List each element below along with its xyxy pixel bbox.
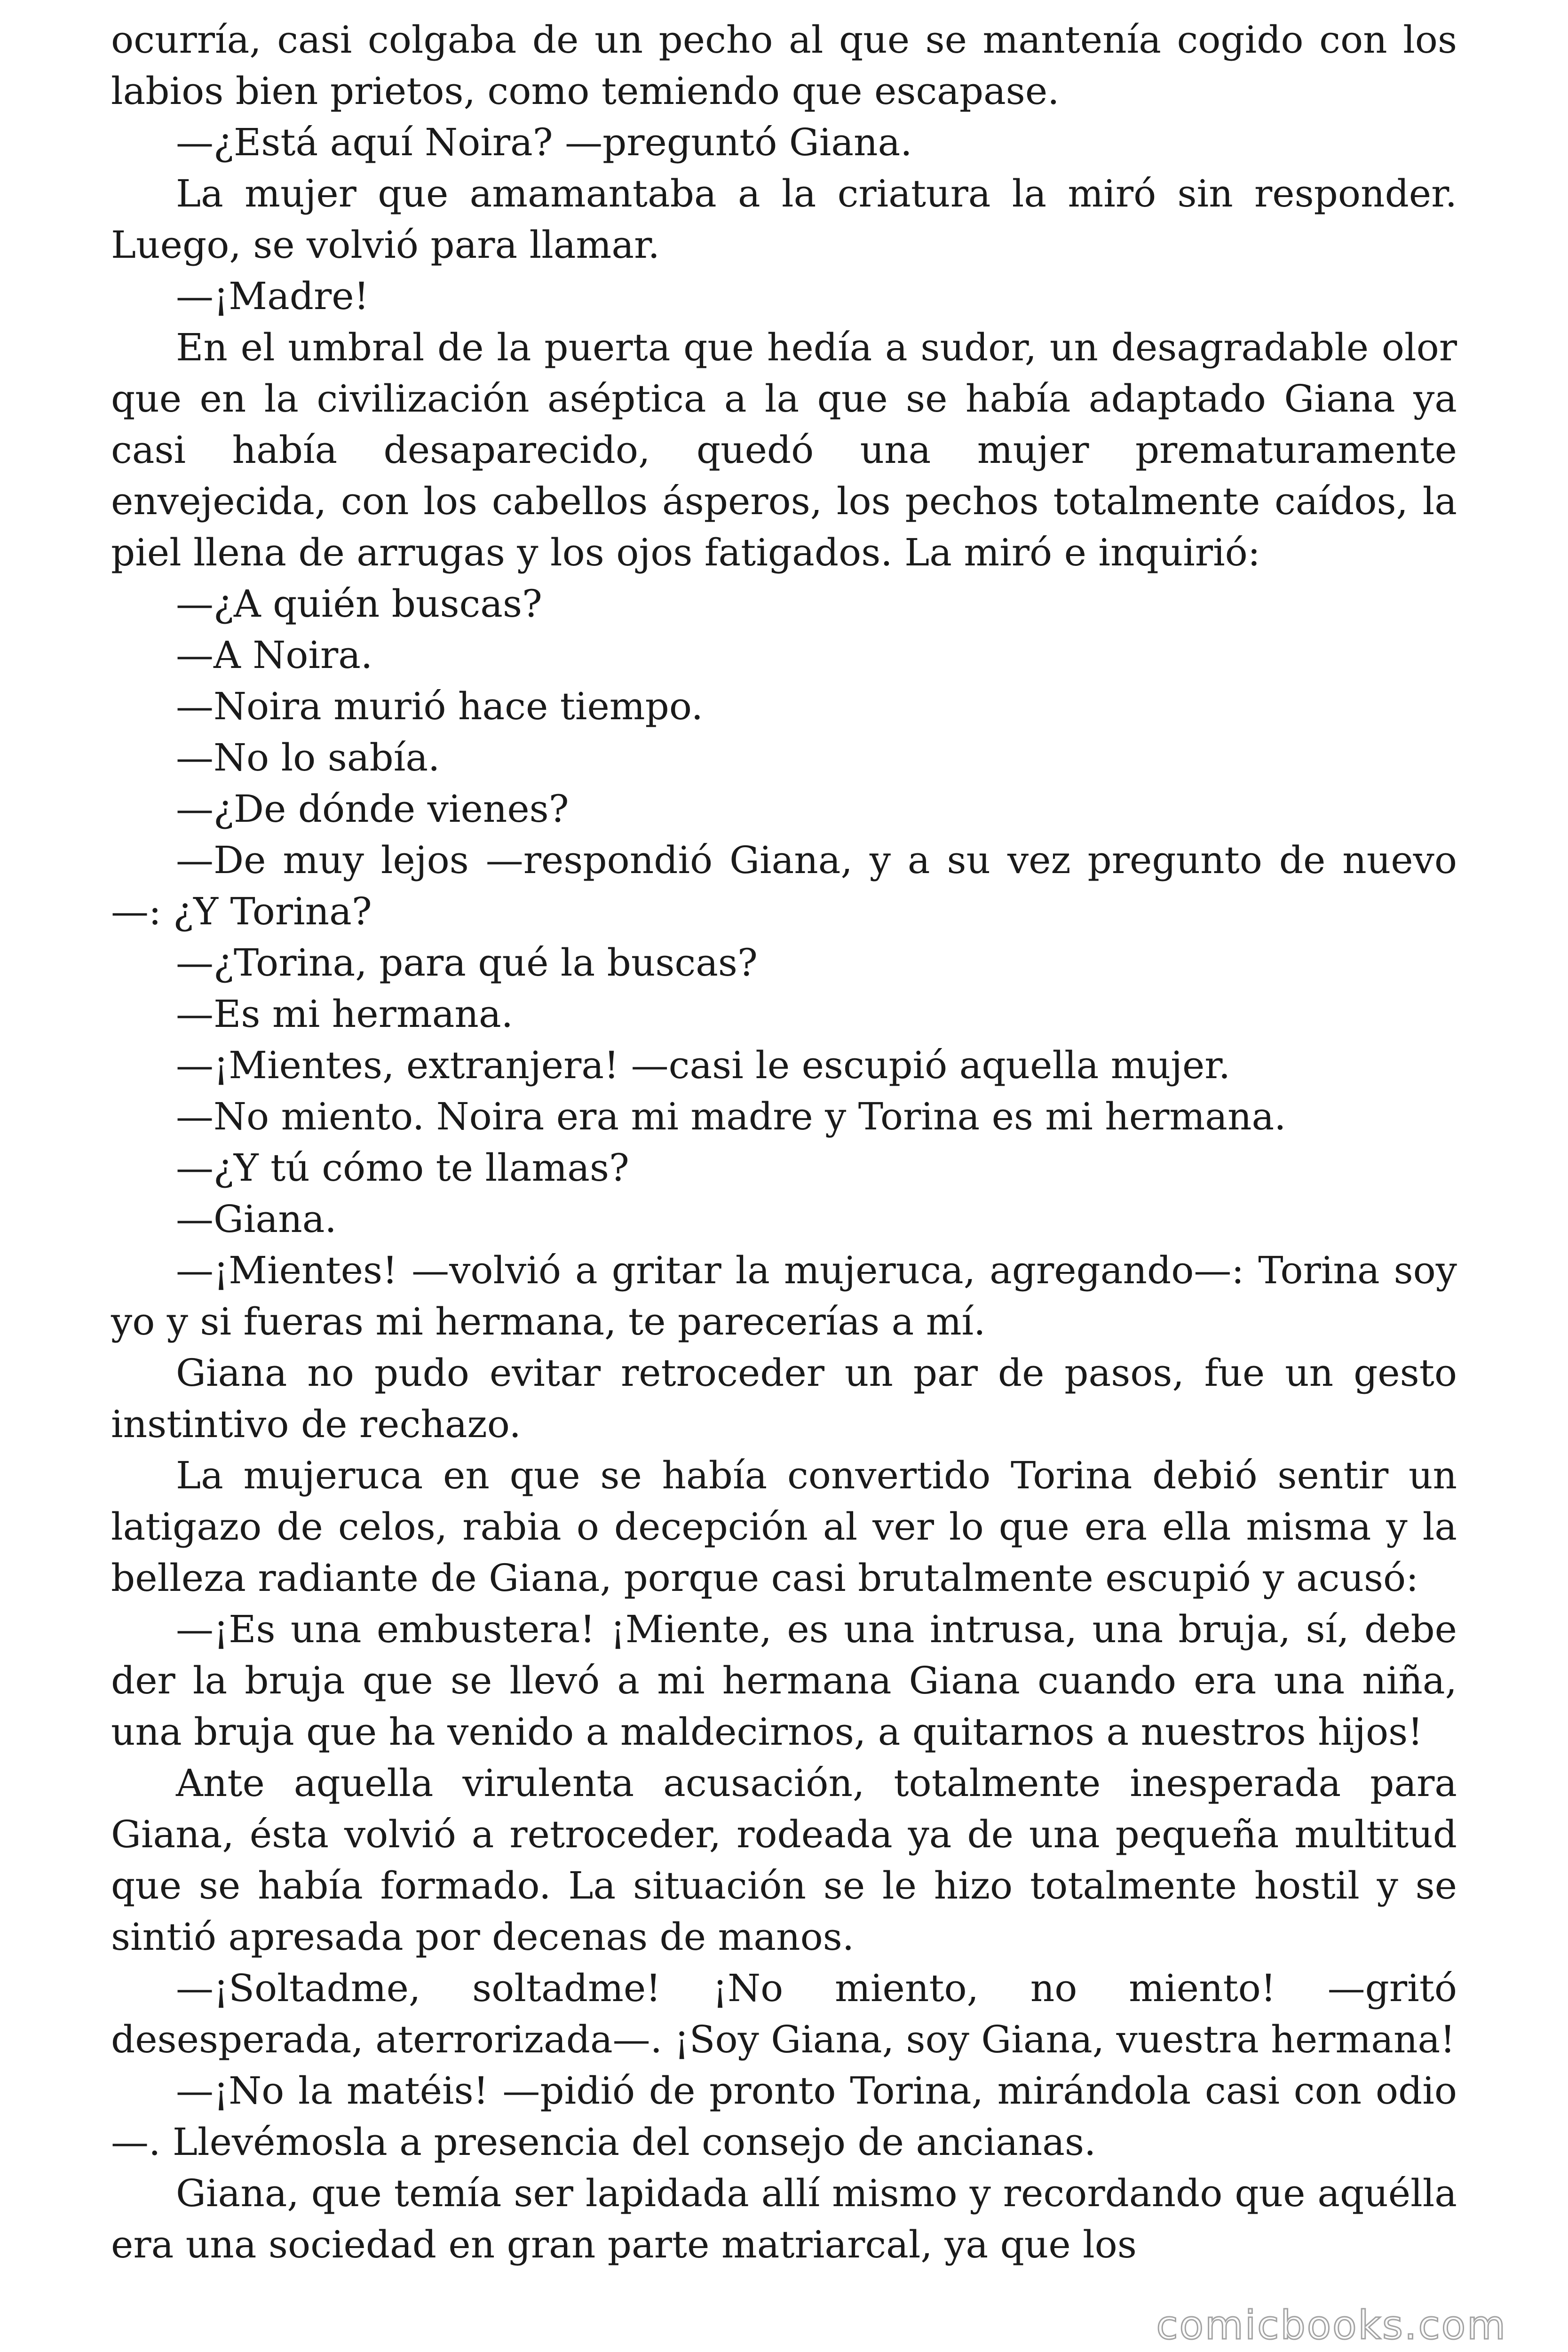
- paragraph: —¡Soltadme, soltadme! ¡No miento, no miento! —gritó desesperada, aterrorizada—. ¡Soy Giana, soy Giana, vuestra hermana!: [111, 1966, 1457, 2061]
- paragraph: —¡Es una embustera! ¡Miente, es una intrusa, una bruja, sí, debe der la bruja que se llevó a mi hermana Giana cuando era una niña, una bruja que ha venido a maldecirnos, a quitarnos a nuestros hijos!: [111, 1607, 1457, 1754]
- paragraph: —Es mi hermana.: [176, 992, 514, 1036]
- paragraph: La mujer que amamantaba a la criatura la miró sin responder. Luego, se volvió para llamar.: [111, 172, 1457, 267]
- paragraph: La mujeruca en que se había convertido Torina debió sentir un latigazo de celos, rabia o decepción al ver lo que era ella misma y la belleza radiante de Giana, porque casi brutalmente escupió y acusó:: [111, 1454, 1457, 1600]
- paragraph: —¿De dónde vienes?: [176, 787, 569, 831]
- book-page-text: [111, 14, 1457, 2270]
- paragraph: —De muy lejos —respondió Giana, y a su vez pregunto de nuevo —: ¿Y Torina?: [111, 838, 1457, 933]
- paragraph: —¿A quién buscas?: [176, 582, 542, 626]
- paragraph: —¡Madre!: [176, 274, 369, 318]
- paragraph: —¡Mientes! —volvió a gritar la mujeruca, agregando—: Torina soy yo y si fueras mi hermana, te parecerías a mí.: [111, 1248, 1457, 1343]
- paragraph: En el umbral de la puerta que hedía a sudor, un desagradable olor que en la civilización aséptica a la que se había adaptado Giana ya casi había desaparecido, quedó una mujer prematuramente envejecida, con los cabellos ásperos, los pechos totalmente caídos, la piel llena de arrugas y los ojos fatigados. La miró e inquirió:: [111, 326, 1457, 574]
- paragraph: —No miento. Noira era mi madre y Torina es mi hermana.: [176, 1095, 1286, 1138]
- paragraph: Ante aquella virulenta acusación, totalmente inesperada para Giana, ésta volvió a retroceder, rodeada ya de una pequeña multitud que se había formado. La situación se le hizo totalmente hostil y se sintió apresada por decenas de manos.: [111, 1761, 1457, 1959]
- paragraph: —¡No la matéis! —pidió de pronto Torina, mirándola casi con odio—. Llevémosla a presencia del consejo de ancianas.: [111, 2069, 1457, 2164]
- paragraph: —A Noira.: [176, 633, 373, 677]
- paragraph: —Noira murió hace tiempo.: [176, 684, 704, 728]
- paragraph: Giana no pudo evitar retroceder un par de pasos, fue un gesto instintivo de rechazo.: [111, 1351, 1457, 1446]
- paragraph: —¡Mientes, extranjera! —casi le escupió aquella mujer.: [176, 1043, 1231, 1087]
- watermark-logo: comicbooks.com: [1156, 2302, 1507, 2348]
- paragraph: Giana, que temía ser lapidada allí mismo y recordando que aquélla era una sociedad en gran parte matriarcal, ya que los: [111, 2171, 1457, 2266]
- paragraph: —No lo sabía.: [176, 736, 440, 779]
- paragraph-continuation: ocurría, casi colgaba de un pecho al que se mantenía cogido con los labios bien prietos, como temiendo que escapase.: [111, 18, 1457, 113]
- paragraph: —Giana.: [176, 1197, 337, 1241]
- paragraph: —¿Y tú cómo te llamas?: [176, 1146, 629, 1190]
- paragraph: —¿Torina, para qué la buscas?: [176, 941, 758, 985]
- paragraph: —¿Está aquí Noira? —preguntó Giana.: [176, 120, 912, 164]
